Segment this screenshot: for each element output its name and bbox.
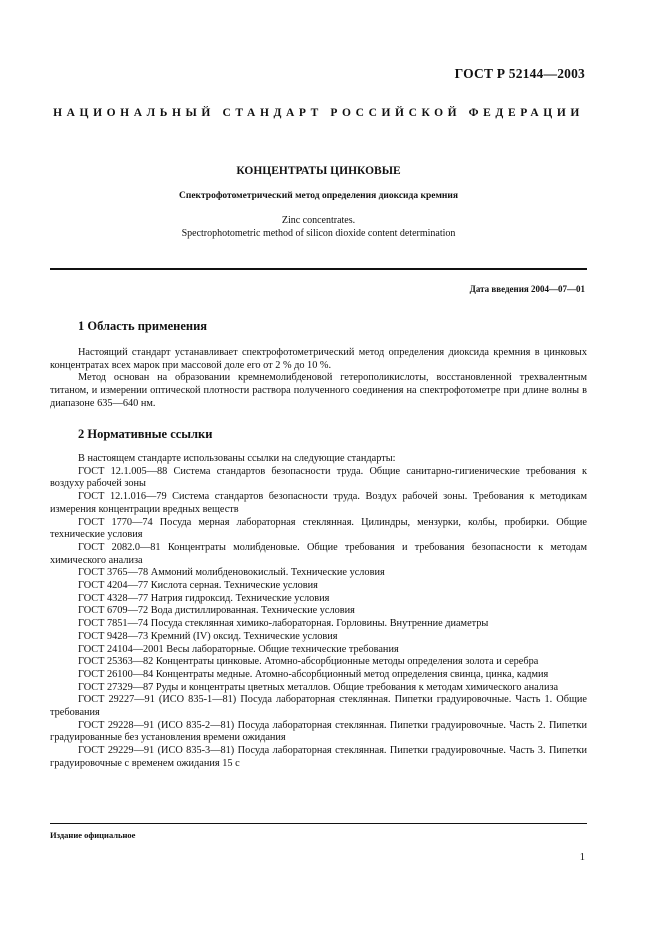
national-standard-title: НАЦИОНАЛЬНЫЙ СТАНДАРТ РОССИЙСКОЙ ФЕДЕРАЦИИ [53,107,584,119]
reference-item: ГОСТ 12.1.016—79 Система стандартов безопасности труда. Воздух рабочей зоны. Требования к методикам измерения концентрации вредных веществ [50,491,587,515]
section-1-heading: 1 Область применения [78,319,208,333]
reference-item: ГОСТ 4328—77 Натрия гидроксид. Технические условия [78,592,330,604]
reference-item: ГОСТ 9428—73 Кремний (IV) оксид. Технические условия [78,630,338,642]
reference-item: ГОСТ 29228—91 (ИСО 835-2—81) Посуда лабораторная стеклянная. Пипетки градуировочные. Часть 2. Пипетки градуированные без установления времени ожидания [50,719,587,744]
reference-item: ГОСТ 6709—72 Вода дистиллированная. Технические условия [78,605,355,617]
reference-item: ГОСТ 1770—74 Посуда мерная лабораторная стеклянная. Цилиндры, мензурки, колбы, пробирки. Общие технические условия [50,516,587,541]
reference-item: ГОСТ 29227—91 (ИСО 835-1—81) Посуда лабораторная стеклянная. Пипетки градуировочные. Часть 1. Общие требования [50,694,587,719]
reference-item: ГОСТ 24104—2001 Весы лабораторные. Общие технические требования [78,643,399,655]
title-divider [50,268,587,270]
english-title-line: Spectrophotometric method of silicon dioxide content determination [181,227,456,239]
reference-item: ГОСТ 4204—77 Кислота серная. Технические условия [78,580,318,592]
section-1-body [50,347,587,411]
reference-item: ГОСТ 2082.0—81 Концентраты молибденовые. Общие требования и требования безопасности к методам химического анализа [50,541,587,566]
reference-item: ГОСТ 27329—87 Руды и концентраты цветных металлов. Общие требования к методам химического анализа [78,681,559,693]
footer-divider [50,823,587,824]
paragraph: В настоящем стандарте использованы ссылки на следующие стандарты: [78,453,396,464]
english-title-line: Zinc concentrates. [281,215,356,226]
page-number: 1 [579,852,585,863]
paragraph: Метод основан на образовании кремнемолибденовой гетерополикислоты, восстановленной трехвалентным титаном, и измерении оптической плотности раствора полученного соединения на спектрофотометре при длине волны в диапазоне 635—640 нм. [50,372,587,409]
paragraph: Настоящий стандарт устанавливает спектрофотометрический метод определения диоксида кремния в цинковых концентратах всех марок при массовой доле его от 2 % до 10 %. [50,347,587,371]
reference-item: ГОСТ 29229—91 (ИСО 835-3—81) Посуда лабораторная стеклянная. Пипетки градуировочные. Часть 3. Пипетки градуировочные с временем ожидания 15 с [50,745,587,769]
reference-item: ГОСТ 25363—82 Концентраты цинковые. Атомно-абсорбционные методы определения золота и серебра [78,656,539,668]
reference-item: ГОСТ 26100—84 Концентраты медные. Атомно-абсорбционный метод определения свинца, цинка, кадмия [78,668,549,680]
reference-item: ГОСТ 3765—78 Аммоний молибденовокислый. Технические условия [78,567,385,579]
section-2-heading: 2 Нормативные ссылки [78,427,213,441]
reference-item: ГОСТ 12.1.005—88 Система стандартов безопасности труда. Общие санитарно-гигиенические требования к воздуху рабочей зоны [50,465,587,490]
english-title [50,215,587,240]
document-title: КОНЦЕНТРАТЫ ЦИНКОВЫЕ [236,165,401,177]
reference-item: ГОСТ 7851—74 Посуда стеклянная химико-лабораторная. Горловины. Внутренние диаметры [78,618,489,630]
edition-label: Издание официальное [50,830,136,840]
gost-number: ГОСТ Р 52144—2003 [454,66,585,81]
document-subtitle: Спектрофотометрический метод определения диоксида кремния [178,191,458,201]
introduction-date: Дата введения 2004—07—01 [469,284,585,294]
section-2-body [50,453,587,771]
